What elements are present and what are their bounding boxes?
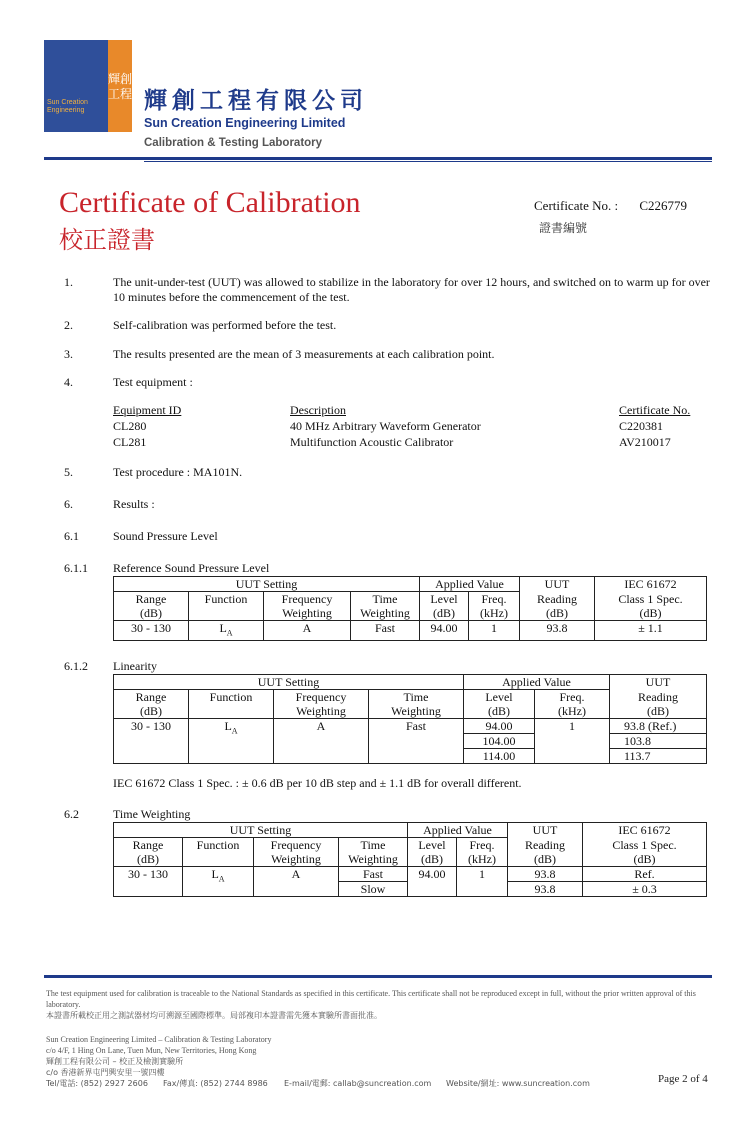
cell-spec: ± 0.3 (583, 882, 707, 897)
col-range-unit: (dB) (137, 852, 159, 866)
equipment-id: CL280 (113, 419, 147, 433)
certificate-title: Certificate of Calibration (59, 186, 361, 219)
col-range: Range (135, 592, 167, 606)
footer-address-4: c/o 香港新界屯門興安里一號四樓 (46, 1068, 165, 1077)
company-name-en: Sun Creation Engineering Limited (144, 116, 346, 130)
col-time-weighting-2: Weighting (360, 606, 410, 620)
equipment-header-id: Equipment ID (113, 403, 182, 417)
item-text: Sound Pressure Level (113, 529, 218, 543)
item-text: Reference Sound Pressure Level (113, 561, 270, 575)
cell-spec: ± 1.1 (595, 621, 707, 641)
company-name-cn: 輝創工程有限公司 (144, 88, 368, 114)
col-time-weighting-2: Weighting (348, 852, 398, 866)
item-text: Test procedure : MA101N. (113, 465, 243, 479)
header-rule (44, 157, 712, 160)
footer-address-3: 輝創工程有限公司 – 校正及檢測實驗所 (46, 1057, 184, 1066)
col-freq-weighting-2: Weighting (271, 852, 321, 866)
item-text: The unit-under-test (UUT) was allowed to stabilize in the laboratory for over 12 hours, and switched on to warm up for over 10 minutes before the commencement of the test. (113, 275, 710, 304)
cell-freq-weighting: A (274, 719, 369, 764)
certificate-number-value: C226779 (639, 198, 688, 213)
header-iec: IEC 61672 (595, 577, 707, 592)
logo-stripe (108, 40, 132, 132)
cell-function: $L_A$ (189, 621, 264, 641)
item-number: 6.1.1 (64, 561, 88, 575)
item-text: Linearity (113, 659, 157, 673)
cell-freq: 1 (535, 719, 610, 764)
col-spec-unit: (dB) (639, 605, 662, 620)
col-spec: Class 1 Spec. (612, 837, 677, 852)
col-reading-unit: (dB) (534, 851, 556, 866)
header-applied-value: Applied Value (464, 675, 610, 690)
col-reading-unit: (dB) (546, 605, 568, 620)
logo-glyphs: 輝創工程 (108, 72, 133, 101)
table-row (114, 719, 707, 734)
item-text: Results : (113, 497, 155, 511)
col-level-unit: (dB) (433, 606, 455, 620)
footer-website: Website/網址: www.suncreation.com (446, 1079, 590, 1088)
cell-freq: 1 (457, 867, 508, 897)
logo-block (44, 40, 108, 132)
cell-function: $L_A$ (189, 719, 274, 764)
cell-time-weighting: Fast (351, 621, 420, 641)
col-freq-weighting: Frequency (295, 690, 347, 704)
footer-address-2: c/o 4/F, 1 Hing On Lane, Tuen Mun, New Territories, Hong Kong (46, 1046, 257, 1055)
col-level: Level (430, 592, 458, 606)
col-reading: Reading (537, 591, 577, 606)
equipment-header-cert: Certificate No. (619, 403, 691, 417)
item-number: 6.2 (64, 807, 79, 821)
header-uut-setting: UUT Setting (114, 823, 408, 838)
equipment-id: CL281 (113, 435, 147, 449)
cell-freq-weighting: A (264, 621, 351, 641)
col-freq-unit: (kHz) (468, 852, 496, 866)
equipment-desc: Multifunction Acoustic Calibrator (290, 435, 454, 449)
header-uut-setting: UUT Setting (114, 577, 420, 592)
cell-reading: 93.8 (Ref.) (610, 719, 707, 734)
header-iec: IEC 61672 (583, 823, 707, 838)
col-freq: Freq. (481, 592, 507, 606)
item-number: 5. (64, 465, 73, 479)
cell-reading: 93.8 (508, 867, 583, 882)
cell-time-weighting: Fast (369, 719, 464, 764)
col-range: Range (132, 838, 164, 852)
col-reading-unit: (dB) (647, 703, 669, 718)
footer-email: E-mail/電郵: callab@suncreation.com (284, 1079, 432, 1088)
table-row (114, 621, 707, 641)
page-number: Page 2 of 4 (658, 1073, 708, 1085)
footer-statement: The test equipment used for calibration is traceable to the National Standards as specified in this certificate. This certificate shall not be reproduced except in full, without the prior written approval of this laboratory. (46, 989, 696, 1009)
col-freq-weighting: Frequency (270, 838, 322, 852)
col-spec: Class 1 Spec. (618, 591, 683, 606)
equipment-cert: C220381 (619, 419, 664, 433)
footer-rule (44, 975, 712, 978)
item-text: Time Weighting (113, 807, 191, 821)
col-reading: Reading (525, 837, 565, 852)
cell-freq-weighting: A (254, 867, 339, 897)
header-applied-value: Applied Value (408, 823, 508, 838)
cell-reading: 93.8 (520, 621, 595, 641)
header-applied-value: Applied Value (420, 577, 520, 592)
cell-range: 30 - 130 (114, 719, 189, 764)
cell-reading: 113.7 (610, 749, 707, 764)
col-freq: Freq. (559, 690, 585, 704)
header-rule-thin (144, 161, 712, 162)
certificate-number-label: Certificate No. : (534, 198, 619, 213)
col-level: Level (418, 838, 446, 852)
item-number: 6. (64, 497, 73, 511)
col-range: Range (135, 690, 167, 704)
col-range-unit: (dB) (140, 704, 162, 718)
cell-function: $L_A$ (183, 867, 254, 897)
item-number: 1. (64, 275, 73, 289)
col-freq: Freq. (469, 838, 495, 852)
item-number: 6.1.2 (64, 659, 88, 673)
col-level: Level (485, 690, 513, 704)
cell-level: 94.00 (464, 719, 535, 734)
cell-level: 94.00 (420, 621, 469, 641)
cell-range: 30 - 130 (114, 621, 189, 641)
reference-spl-table (113, 576, 707, 641)
col-function: Function (209, 690, 253, 704)
equipment-header-desc: Description (290, 403, 346, 417)
item-text: The results presented are the mean of 3 measurements at each calibration point. (113, 347, 495, 361)
col-range-unit: (dB) (140, 606, 162, 620)
header-uut: UUT (508, 823, 583, 838)
equipment-cert: AV210017 (619, 435, 671, 449)
col-level-unit: (dB) (421, 852, 443, 866)
certificate-title-cn: 校正證書 (59, 226, 155, 254)
item-text: Self-calibration was performed before the test. (113, 318, 337, 332)
cell-spec: Ref. (583, 867, 707, 882)
col-freq-unit: (kHz) (558, 704, 586, 718)
col-time-weighting: Time (360, 838, 386, 852)
col-freq-weighting-2: Weighting (296, 704, 346, 718)
item-number: 2. (64, 318, 73, 332)
item-text: Test equipment : (113, 375, 193, 389)
table-row (114, 867, 707, 882)
col-freq-weighting-2: Weighting (282, 606, 332, 620)
col-time-weighting-2: Weighting (391, 704, 441, 718)
certificate-number-label-cn: 證書編號 (539, 221, 588, 235)
cell-reading: 93.8 (508, 882, 583, 897)
item-number: 4. (64, 375, 73, 389)
certificate-number (534, 198, 687, 214)
cell-freq: 1 (469, 621, 520, 641)
linearity-note: IEC 61672 Class 1 Spec. : ± 0.6 dB per 10 dB step and ± 1.1 dB for overall different. (113, 776, 522, 790)
item-number: 3. (64, 347, 73, 361)
col-function: Function (196, 838, 240, 852)
header-uut: UUT (610, 675, 707, 690)
equipment-desc: 40 MHz Arbitrary Waveform Generator (290, 419, 481, 433)
time-weighting-table (113, 822, 707, 897)
logo-text: Sun Creation Engineering (47, 99, 88, 114)
footer-address-1: Sun Creation Engineering Limited – Calibration & Testing Laboratory (46, 1035, 272, 1044)
footer-tel: Tel/電話: (852) 2927 2606 (46, 1079, 148, 1088)
col-level-unit: (dB) (488, 704, 510, 718)
cell-time-weighting: Slow (339, 882, 408, 897)
header-uut: UUT (520, 577, 595, 592)
col-spec-unit: (dB) (633, 851, 656, 866)
col-freq-unit: (kHz) (480, 606, 508, 620)
col-time-weighting: Time (372, 592, 398, 606)
lab-name: Calibration & Testing Laboratory (144, 137, 323, 149)
col-time-weighting: Time (403, 690, 429, 704)
cell-level: 114.00 (464, 749, 535, 764)
footer-fax: Fax/傳真: (852) 2744 8986 (163, 1079, 268, 1088)
cell-level: 94.00 (408, 867, 457, 897)
cell-time-weighting: Fast (339, 867, 408, 882)
cell-reading: 103.8 (610, 734, 707, 749)
cell-range: 30 - 130 (114, 867, 183, 897)
footer-statement-cn: 本證書所載校正用之測試器材均可溯源至國際標準。局部複印本證書需先獲本實驗所書面批准。 (46, 1011, 382, 1020)
header-uut-setting: UUT Setting (114, 675, 464, 690)
col-function: Function (204, 592, 248, 606)
col-reading: Reading (638, 689, 678, 704)
cell-level: 104.00 (464, 734, 535, 749)
item-number: 6.1 (64, 529, 79, 543)
linearity-table (113, 674, 707, 764)
col-freq-weighting: Frequency (281, 592, 333, 606)
